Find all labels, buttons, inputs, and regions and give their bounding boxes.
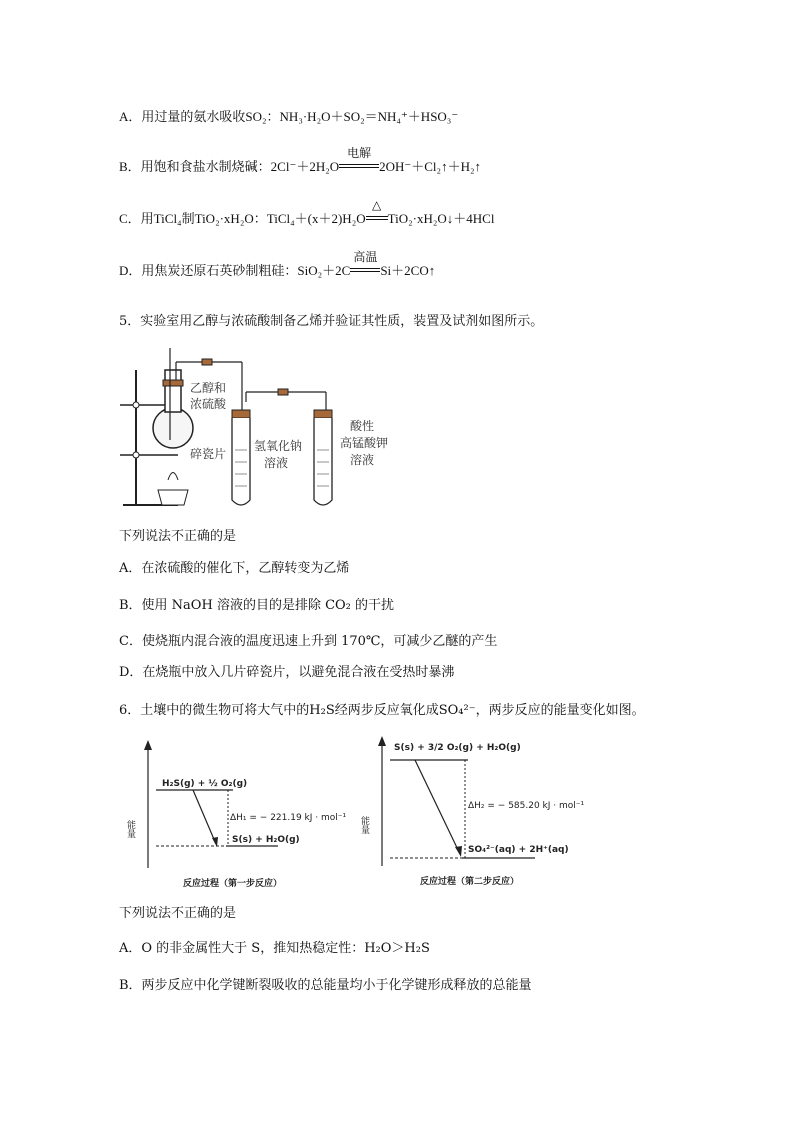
q4-option-a: [119, 108, 458, 126]
q5-option-c: C．使烧瓶内混合液的温度迅速上升到 170℃，可减少乙醚的产生: [119, 634, 498, 649]
chart2-ylabel: 能量: [359, 816, 369, 834]
q4-option-c-prefix: C．用TiCl₄制TiO₂·xH₂O：TiCl₄＋(x＋2)H₂O: [119, 211, 366, 226]
condition-label: △: [372, 198, 382, 212]
q4-option-b: [119, 146, 481, 176]
q6-stem: 6．土壤中的微生物可将大气中的H₂S经两步反应氧化成SO₄²⁻，两步反应的能量变化如图。: [119, 703, 645, 718]
chart2-end: SO₄²⁻(aq) + 2H⁺(aq): [468, 845, 569, 855]
chart1-dh: ΔH₁ = − 221.19 kJ · mol⁻¹: [230, 813, 347, 823]
q5-ask: 下列说法不正确的是: [119, 529, 237, 544]
flask-label-2: 浓硫酸: [190, 397, 227, 411]
energy-diagram-step1: [125, 738, 358, 898]
flask-label-1: 乙醇和: [190, 381, 227, 395]
chart1-xlabel: 反应过程（第一步反应）: [183, 879, 283, 889]
q5-option-a: A．在浓硫酸的催化下，乙醇转变为乙烯: [119, 561, 350, 576]
chips-label: 碎瓷片: [190, 447, 227, 461]
apparatus-figure: [118, 340, 418, 515]
q4-option-a-text: A．用过量的氨水吸收SO₂：NH₃·H₂O＋SO₂＝NH₄⁺＋HSO₃⁻: [119, 109, 459, 124]
reaction-condition-arrow: [366, 198, 388, 228]
q5-stem: 5．实验室用乙醇与浓硫酸制备乙烯并验证其性质，装置及试剂如图所示。: [119, 314, 544, 329]
condition-label: 电解: [347, 146, 372, 160]
chart1-ylabel: 能量: [125, 820, 135, 838]
q6-ask: 下列说法不正确的是: [119, 906, 237, 921]
energy-diagram-step2: [360, 732, 600, 897]
q4-option-c: [119, 198, 495, 228]
tube1-label-1: 氢氧化钠: [254, 439, 303, 453]
q4-option-d-prefix: D．用焦炭还原石英砂制粗硅：SiO₂＋2C: [119, 263, 351, 278]
chart1-start: H₂S(g) + ½ O₂(g): [162, 779, 248, 789]
tube2-label-1: 酸性: [350, 419, 375, 433]
reaction-condition-arrow: [350, 250, 380, 280]
q4-option-b-prefix: B．用饱和食盐水制烧碱：2Cl⁻＋2H₂O: [119, 159, 340, 174]
q6-option-b: B．两步反应中化学键断裂吸收的总能量均小于化学键形成释放的总能量: [119, 978, 532, 993]
q4-option-d: [119, 250, 436, 280]
tube2-label-2: 高锰酸钾: [340, 436, 389, 450]
tube2-label-3: 溶液: [350, 453, 375, 467]
q5-option-d: D．在烧瓶中放入几片碎瓷片，以避免混合液在受热时暴沸: [119, 665, 455, 680]
condition-label: 高温: [353, 250, 378, 264]
reaction-condition-arrow: [339, 146, 379, 176]
q4-option-b-suffix: 2OH⁻＋Cl₂↑＋H₂↑: [379, 159, 481, 174]
chart2-xlabel: 反应过程（第二步反应）: [420, 877, 520, 887]
q6-option-a: A．O 的非金属性大于 S，推知热稳定性：H₂O＞H₂S: [119, 941, 430, 956]
q4-option-d-suffix: Si＋2CO↑: [380, 263, 436, 278]
q5-option-b: B．使用 NaOH 溶液的目的是排除 CO₂ 的干扰: [119, 598, 395, 613]
q4-option-c-suffix: TiO₂·xH₂O↓＋4HCl: [387, 211, 495, 226]
chart1-end: S(s) + H₂O(g): [232, 835, 300, 845]
chart2-dh: ΔH₂ = − 585.20 kJ · mol⁻¹: [468, 801, 585, 811]
tube1-label-2: 溶液: [264, 456, 289, 470]
chart2-start: S(s) + 3/2 O₂(g) + H₂O(g): [394, 743, 521, 753]
